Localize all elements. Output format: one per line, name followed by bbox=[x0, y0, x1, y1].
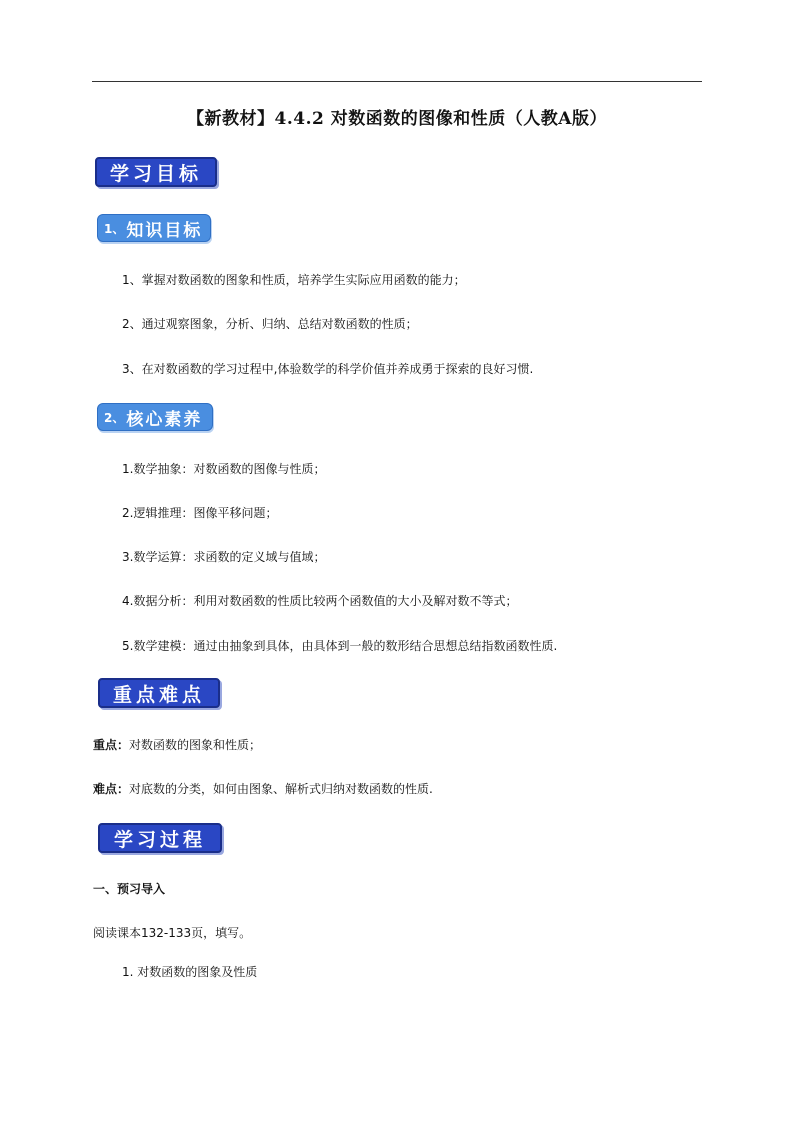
knowledge-item-3: 3、在对数函数的学习过程中,体验数学的科学价值并养成勇于探索的良好习惯. bbox=[122, 362, 534, 376]
difficult-point-label: 难点： bbox=[93, 782, 130, 796]
subheading-number: 2、 bbox=[104, 410, 125, 425]
core-item-1: 1.数学抽象：对数函数的图像与性质； bbox=[122, 462, 326, 476]
banner-learning-goals: 学习目标 bbox=[95, 157, 217, 187]
subheading-label: 知识目标 bbox=[126, 220, 203, 241]
key-point bbox=[93, 736, 261, 753]
banner-key-difficult-points: 重点难点 bbox=[98, 678, 220, 708]
preview-heading: 一、预习导入 bbox=[93, 882, 166, 896]
item-log-function-graph: 1. 对数函数的图象及性质 bbox=[122, 965, 258, 979]
difficult-point bbox=[93, 780, 433, 797]
knowledge-item-1: 1、掌握对数函数的图象和性质，培养学生实际应用函数的能力； bbox=[122, 273, 466, 287]
difficult-point-text: 对底数的分类，如何由图象、解析式归纳对数函数的性质. bbox=[129, 782, 433, 796]
core-item-2: 2.逻辑推理：图像平移问题； bbox=[122, 506, 278, 520]
core-item-4: 4.数据分析：利用对数函数的性质比较两个函数值的大小及解对数不等式； bbox=[122, 594, 518, 608]
header-rule bbox=[92, 81, 702, 82]
page-title: 【新教材】4.4.2 对数函数的图像和性质（人教A版） bbox=[187, 109, 607, 129]
key-point-label: 重点： bbox=[93, 738, 130, 752]
subheading-label: 核心素养 bbox=[126, 409, 203, 430]
banner-learning-process: 学习过程 bbox=[98, 823, 222, 853]
subheading-number: 1、 bbox=[104, 221, 125, 236]
reading-instruction: 阅读课本132-133页，填写。 bbox=[93, 926, 252, 940]
subheading-core-literacy bbox=[97, 403, 213, 431]
subheading-knowledge-goals bbox=[97, 214, 211, 242]
core-item-3: 3.数学运算：求函数的定义域与值域； bbox=[122, 550, 326, 564]
knowledge-item-2: 2、通过观察图象，分析、归纳、总结对数函数的性质； bbox=[122, 317, 418, 331]
core-item-5: 5.数学建模：通过由抽象到具体，由具体到一般的数形结合思想总结指数函数性质. bbox=[122, 639, 558, 653]
key-point-text: 对数函数的图象和性质； bbox=[129, 738, 262, 752]
